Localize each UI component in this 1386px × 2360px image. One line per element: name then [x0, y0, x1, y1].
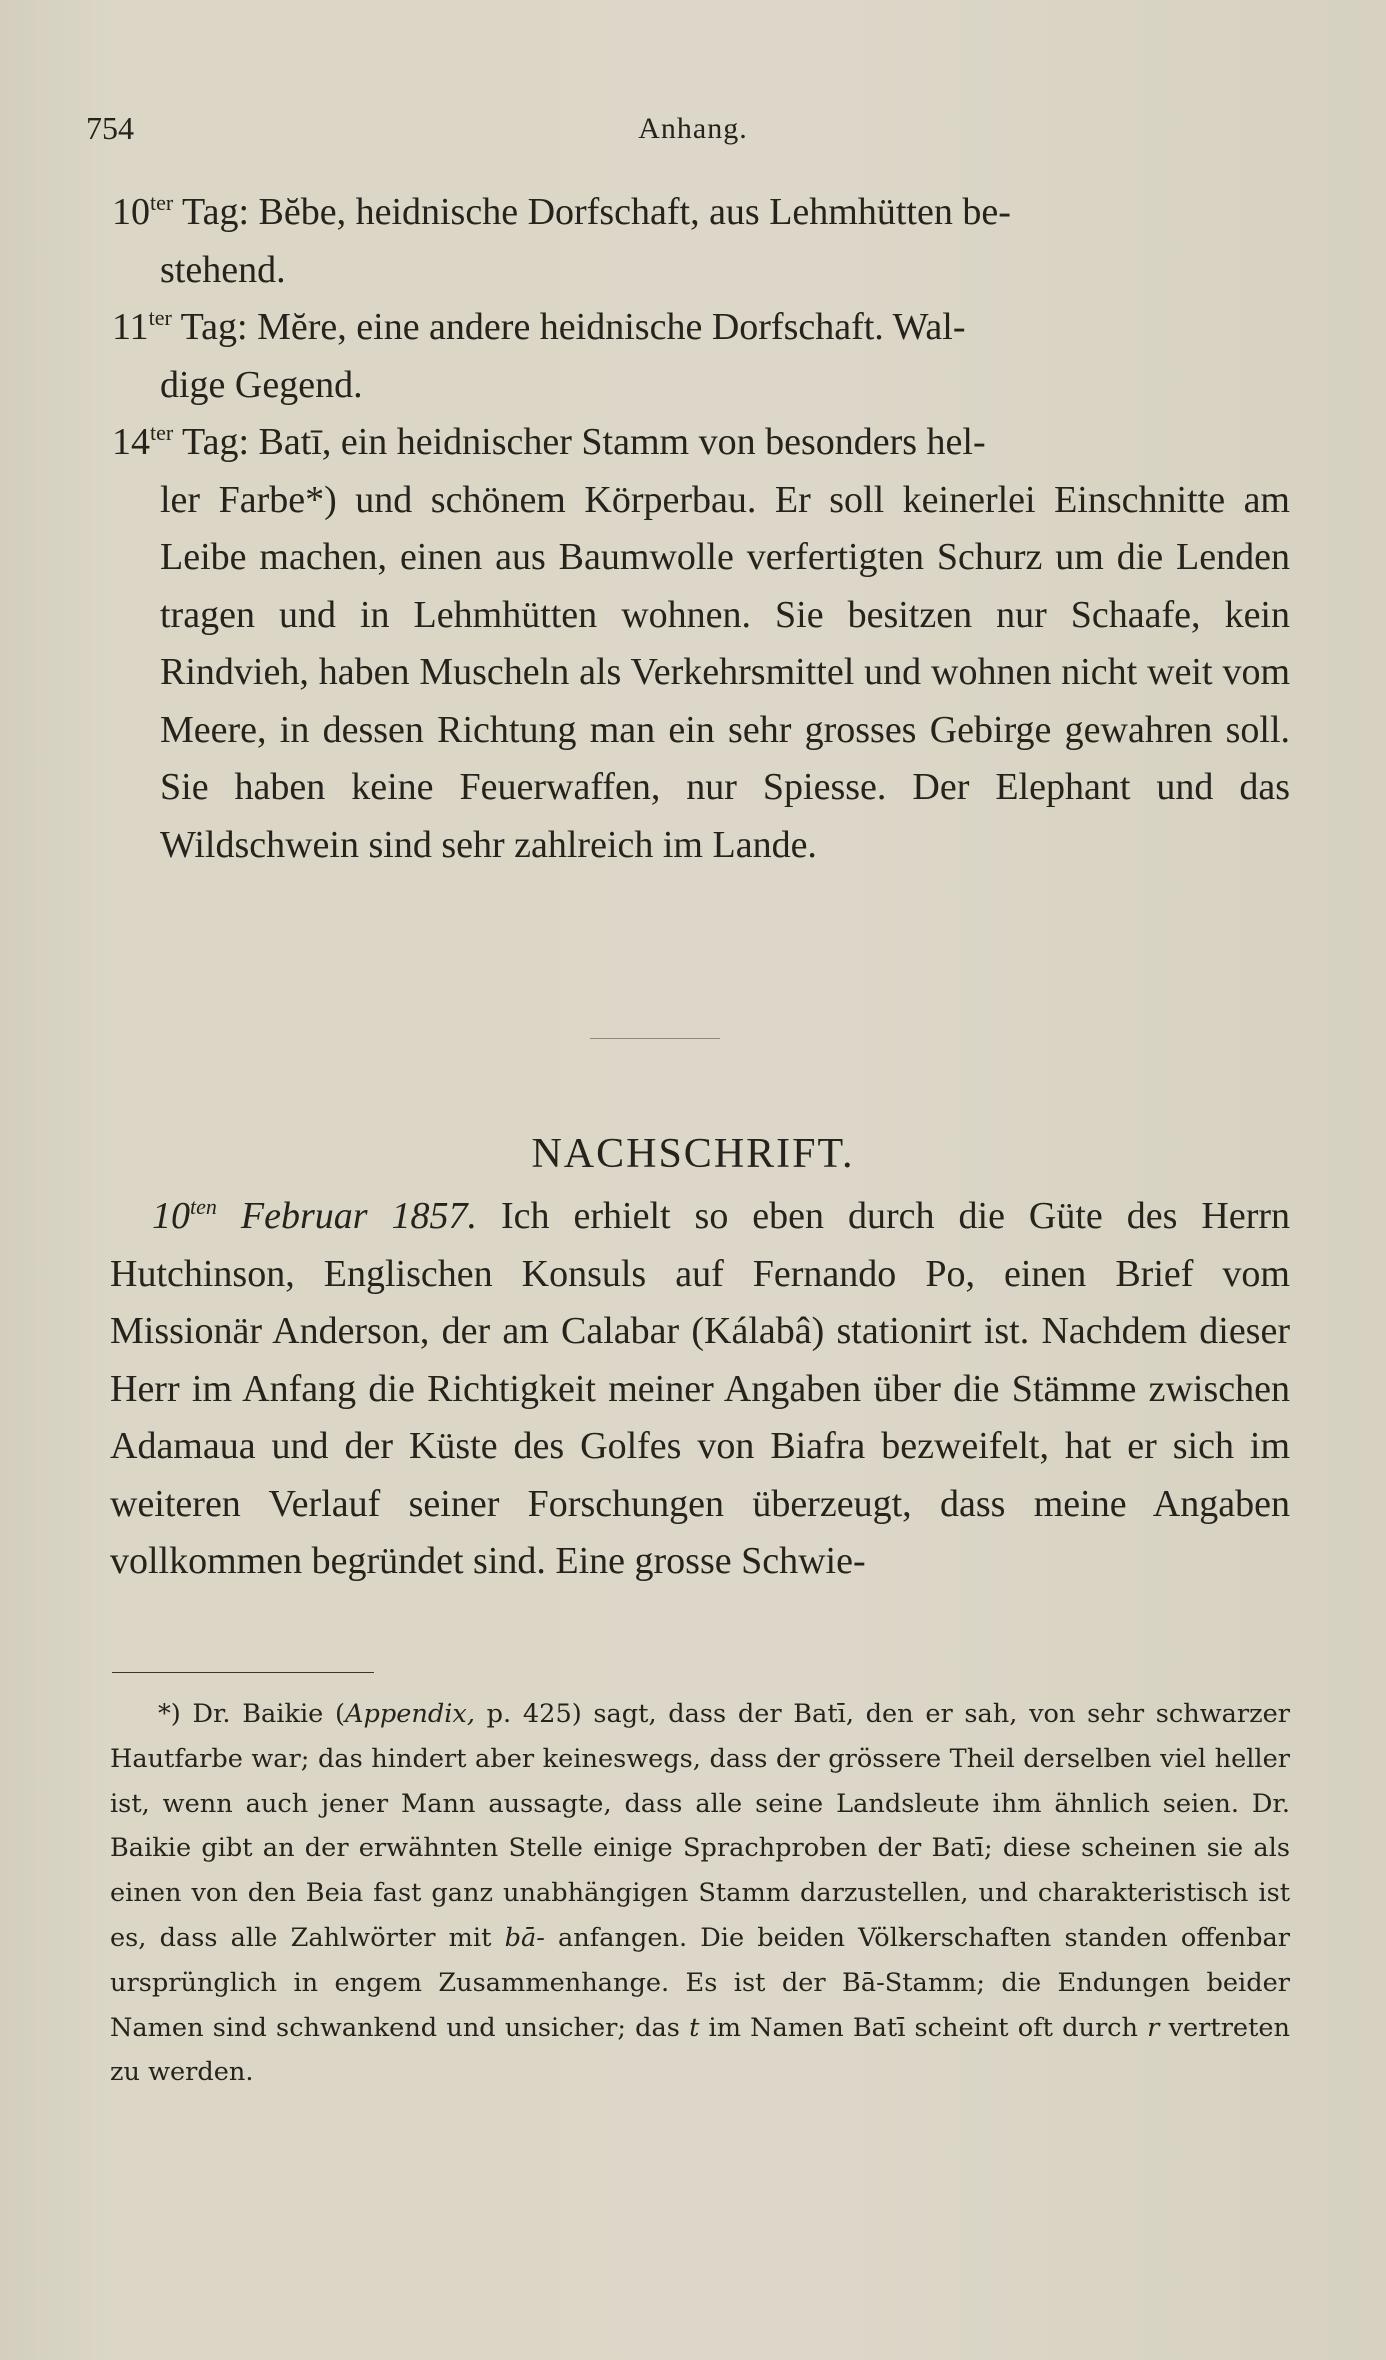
entry-first-line: Bĕbe, heidnische Dorfschaft, aus Lehmhütten be-	[258, 191, 1011, 233]
footnote-segment: im Namen Batī scheint oft durch	[699, 2012, 1148, 2043]
footnote-segment: *) Dr. Baikie (	[158, 1699, 345, 1729]
postscript-body: Ich erhielt so eben durch die Güte des Herrn Hutchinson, Englischen Konsuls auf Fernando Po, einen Brief vom Missionär Anderson, der am Calabar (Kálabâ) stationirt ist. Nachdem dieser Herr im Anfang die Richtigkeit meiner Angaben über die Stämme zwischen Adamaua und der Küste des Golfes von Biafra bezweifelt, hat er sich im weiteren Verlauf seiner Forschungen überzeugt, dass meine Angaben vollkommen begründet sind. Eine grosse Schwie-	[110, 1195, 1291, 1582]
footnote-appendix: Appendix,	[344, 1699, 475, 1729]
footnote-text	[110, 1692, 1290, 2095]
postscript-paragraph	[110, 1188, 1290, 1591]
entry-number: 14	[112, 421, 150, 463]
entry-continuation: ler Farbe*) und schönem Körperbau. Er soll keinerlei Einschnitte am Leibe machen, einen aus Baumwolle verfertigten Schurz um die Lenden tragen und in Lehmhütten wohnen. Sie besitzen nur Schaafe, kein Rindvieh, haben Muscheln als Verkehrsmittel und wohnen nicht weit vom Meere, in dessen Richtung man ein sehr grosses Gebirge gewahren soll. Sie haben keine Feuerwaffen, nur Spiesse. Der Elephant und das Wildschwein sind sehr zahlreich im Lande.	[160, 478, 1290, 866]
footnote-t-letter: t	[689, 2012, 700, 2043]
entry-number-suffix: ter	[150, 190, 174, 215]
entry-day-14	[112, 414, 1290, 874]
entry-lead: Tag:	[171, 306, 258, 348]
footnote-rule	[112, 1672, 374, 1673]
entry-day-10	[112, 184, 1290, 299]
entry-continuation: stehend.	[160, 248, 286, 291]
entry-continuation: dige Gegend.	[160, 363, 363, 406]
entry-number-suffix: ter	[150, 420, 174, 445]
entry-number: 11	[112, 306, 149, 348]
itinerary-entries	[112, 184, 1290, 874]
footnote-r-letter: r	[1147, 2012, 1160, 2043]
running-head: Anhang.	[638, 112, 748, 145]
entry-number-suffix: ter	[148, 305, 172, 330]
footnote-segment: anfangen. Die beiden Völkerschaften standen offenbar ursprünglich in engem Zusammenhange. Es ist der Bā-Stamm; die Endungen beider Namen sind schwankend und unsicher; das	[110, 1922, 1290, 2043]
section-divider	[590, 1038, 720, 1039]
section-title: NACHSCHRIFT.	[531, 1131, 855, 1177]
entry-lead: Tag:	[173, 191, 259, 233]
footnote-ba-prefix: bā-	[504, 1922, 545, 1953]
entry-day-11	[112, 299, 1290, 414]
date-day: 10	[152, 1195, 190, 1237]
footnote	[110, 1692, 1290, 2095]
footnote-segment: vertreten zu werden.	[110, 2012, 1290, 2088]
entry-lead: Tag:	[173, 421, 259, 463]
entry-first-line: Mĕre, eine andere heidnische Dorfschaft. Wal-	[257, 306, 966, 348]
postscript-text	[110, 1188, 1290, 1591]
page-header	[86, 110, 1300, 160]
footnote-segment: p. 425) sagt, dass der Batī, den er sah, von sehr schwarzer Hautfarbe war; das hindert aber keineswegs, dass der grössere Theil derselben viel heller ist, wenn auch jener Mann aussagte, dass alle seine Landsleute ihm ähnlich seien. Dr. Baikie gibt an der erwähnten Stelle einige Sprachproben der Batī; diese scheinen sie als einen von den Beia fast ganz unabhängigen Stamm darzustellen, und charakteristisch ist es, dass alle Zahlwörter mit	[110, 1699, 1290, 1953]
page-number: 754	[86, 110, 134, 146]
entry-number: 10	[112, 191, 150, 233]
date-text: Februar 1857.	[216, 1195, 478, 1237]
entry-first-line: Batī, ein heidnischer Stamm von besonders hel-	[258, 421, 986, 463]
postscript-date	[152, 1195, 477, 1237]
date-suffix: ten	[190, 1194, 217, 1219]
